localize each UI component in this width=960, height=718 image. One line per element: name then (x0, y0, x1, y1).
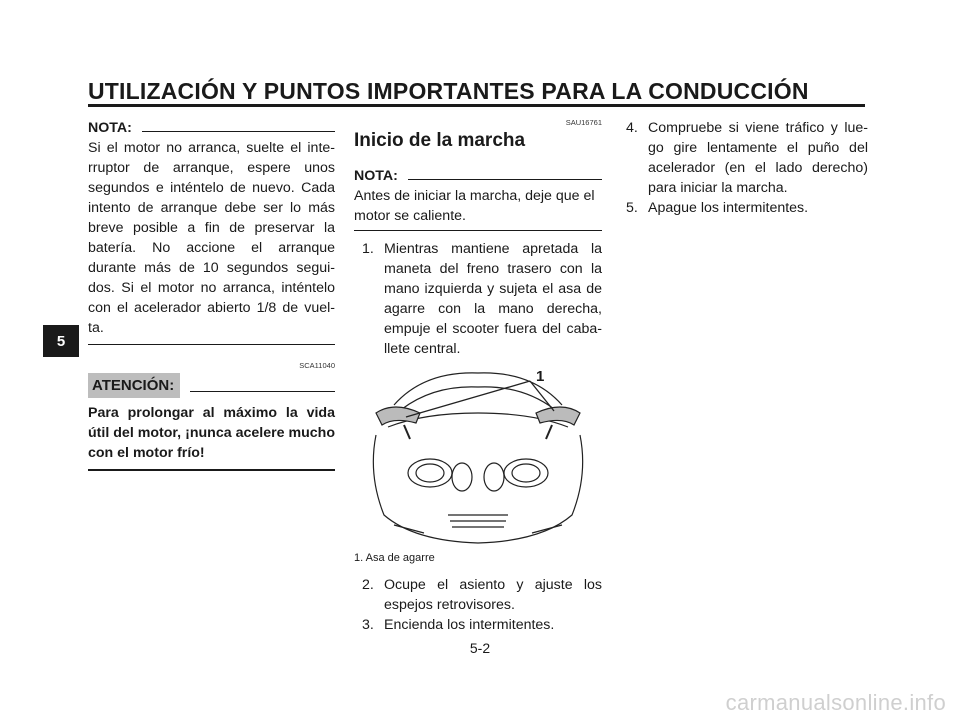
caution-heading (88, 373, 335, 398)
note-label: NOTA: (88, 120, 132, 136)
step-number: 5. (626, 200, 638, 216)
scooter-rear-illustration (354, 365, 602, 547)
header-rule (88, 104, 865, 107)
step-number: 3. (362, 617, 374, 633)
chapter-tab: 5 (43, 325, 79, 357)
section-code: SAU16761 (565, 118, 602, 127)
step-number: 4. (626, 120, 638, 136)
step-number: 2. (362, 577, 374, 593)
caution-code: SCA11040 (299, 361, 335, 370)
list-item (362, 615, 602, 635)
step-number: 1. (362, 241, 374, 257)
caution-text: Para prolongar al máximo la vida útil del motor, ¡nunca acelere mucho con el motor frío! (88, 405, 335, 461)
step-text: Mientras mantiene apretada la maneta del freno trasero con la mano izquierda y sujeta el asa de agarre con la mano derecha, empuje el scooter fuera del caba-llete central. (384, 241, 602, 357)
note-end-rule (354, 230, 602, 231)
scooter-figure (354, 365, 602, 547)
note-text: Si el motor no arranca, suelte el inte-rruptor de arranque, espere unos segundos e inténtelo de nuevo. Cada intento de arranque debe ser lo más breve posible a fin de preservar la batería. No accione el arranque durante más de 10 segundos segui-dos. Si el motor no arranca, inténtelo con el acelerador abierto 1/8 de vuel-ta. (88, 140, 335, 336)
page-number: 5-2 (469, 640, 491, 656)
step-text: Encienda los intermitentes. (384, 617, 555, 633)
note-heading (354, 166, 602, 186)
caution-rule (190, 391, 335, 392)
watermark: carmanualsonline.info (725, 690, 946, 715)
column-left (88, 118, 335, 471)
note-text: Antes de iniciar la marcha, deje que el motor se caliente. (354, 188, 595, 224)
note-heading (88, 118, 335, 138)
column-right (626, 118, 868, 218)
step-text: Apague los intermitentes. (648, 200, 809, 216)
caution-label: ATENCIÓN: (88, 373, 180, 398)
figure-callout-number: 1 (536, 368, 545, 385)
note-rule (408, 179, 602, 180)
section-title: Inicio de la marcha (354, 130, 526, 151)
list-item (626, 198, 868, 218)
caution-end-rule (88, 469, 335, 471)
column-middle (354, 118, 602, 635)
step-text: Compruebe si viene tráfico y lue-go gire lentamente el puño del acelerador (en el lado derecho) para iniciar la marcha. (648, 120, 868, 196)
note-label: NOTA: (354, 168, 398, 184)
list-item (362, 575, 602, 615)
steps-list (354, 239, 602, 359)
note-rule (142, 131, 335, 132)
page-header-title: UTILIZACIÓN Y PUNTOS IMPORTANTES PARA LA CONDUCCIÓN (88, 78, 809, 104)
list-item (362, 239, 602, 359)
figure-caption: 1. Asa de agarre (354, 552, 435, 564)
step-text: Ocupe el asiento y ajuste los espejos retrovisores. (384, 577, 602, 613)
steps-list (626, 118, 868, 218)
note-end-rule (88, 344, 335, 345)
list-item (626, 118, 868, 198)
steps-list-continued (354, 575, 602, 635)
